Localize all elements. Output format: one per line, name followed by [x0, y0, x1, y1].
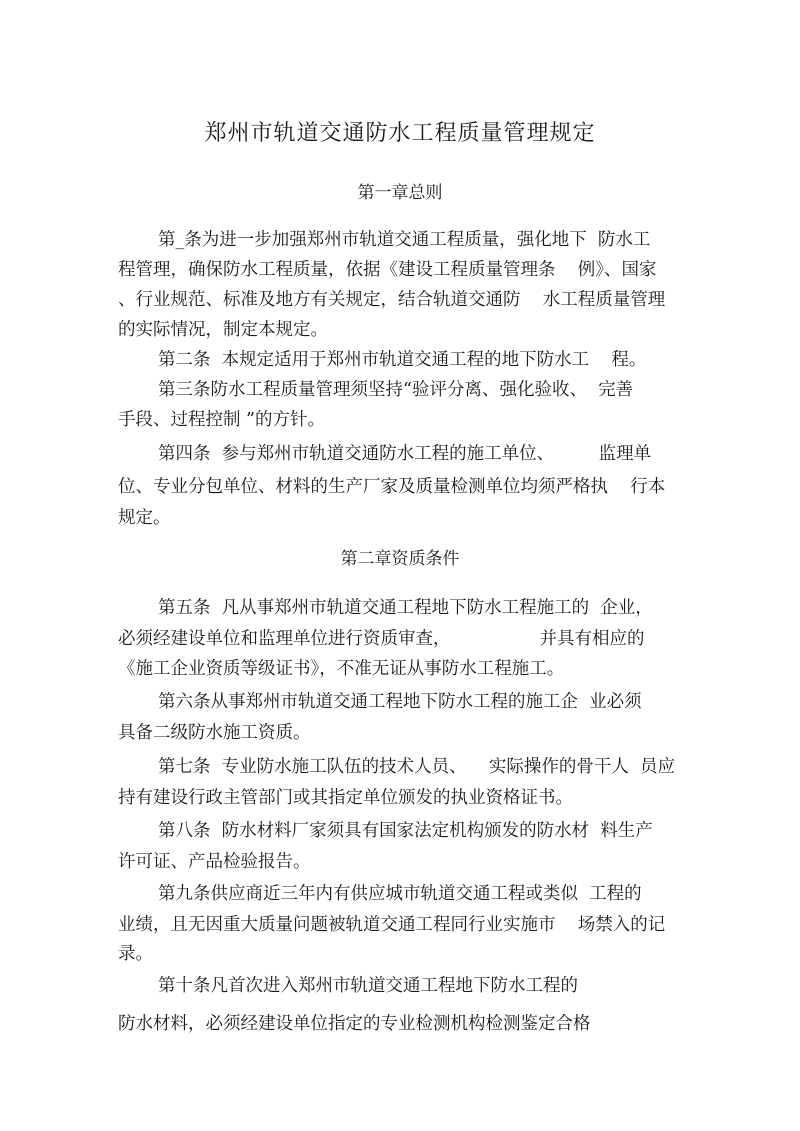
text-line: 防水材料，必须经建设单位指定的专业检测机构检测鉴定合格	[118, 1014, 591, 1034]
text-line: 第二条 本规定适用于郑州市轨道交通工程的地下防水工 程。	[158, 350, 647, 370]
text-line: 第八条 防水材料厂家须具有国家法定机构颁发的防水材 料生产	[158, 821, 653, 841]
text-line: 程管理，确保防水工程质量，依据《建设工程质量管理条 例》、国家	[118, 260, 657, 280]
text-line: 业绩，且无因重大质量问题被轨道交通工程同行业实施市 场禁入的记	[118, 915, 666, 935]
text-line: 第四条 参与郑州市轨道交通防水工程的施工单位、 监理单	[158, 444, 652, 464]
text-line: 第三条防水工程质量管理须坚持“验评分离、强化验收、 完善	[158, 380, 634, 400]
text-line: 必须经建设单位和监理单位进行资质审查， 并具有相应的	[118, 629, 645, 649]
text-line: 第十条凡首次进入郑州市轨道交通工程地下防水工程的	[158, 976, 578, 996]
text-line: 《施工企业资质等级证书》，不准无证从事防水工程施工。	[118, 659, 565, 679]
text-line: 持有建设行政主管部门或其指定单位颁发的执业资格证书。	[118, 788, 573, 808]
text-line: 位、专业分包单位、材料的生产厂家及质量检测单位均须严格执 行本	[118, 477, 666, 497]
text-line: 具备二级防水施工资质。	[118, 723, 311, 743]
text-line: 第五条 凡从事郑州市轨道交通工程地下防水工程施工的 企业，	[158, 598, 653, 618]
text-line: 手段、过程控制 ”的方针。	[118, 410, 326, 430]
text-line: 、行业规范、标准及地方有关规定，结合轨道交通防 水工程质量管理	[118, 290, 666, 310]
text-line: 录。	[118, 944, 153, 964]
text-line: 规定。	[118, 508, 171, 528]
document-title: 郑州市轨道交通防水工程质量管理规定	[204, 121, 596, 146]
text-line: 第六条从事郑州市轨道交通工程地下防水工程的施工企 业必须	[158, 692, 642, 712]
text-line: 第_条为进一步加强郑州市轨道交通工程质量，强化地下 防水工	[158, 230, 651, 250]
chapter-heading-2: 第二章资质条件	[340, 549, 460, 569]
text-line: 第九条供应商近三年内有供应城市轨道交通工程或类似 工程的	[158, 884, 642, 904]
text-line: 的实际情况，制定本规定。	[118, 320, 328, 340]
text-line: 第七条 专业防水施工队伍的技术人员、 实际操作的骨干人 员应	[158, 757, 675, 777]
text-line: 许可证、产品检验报告。	[118, 852, 311, 872]
chapter-heading-1: 第一章总则	[357, 183, 443, 203]
